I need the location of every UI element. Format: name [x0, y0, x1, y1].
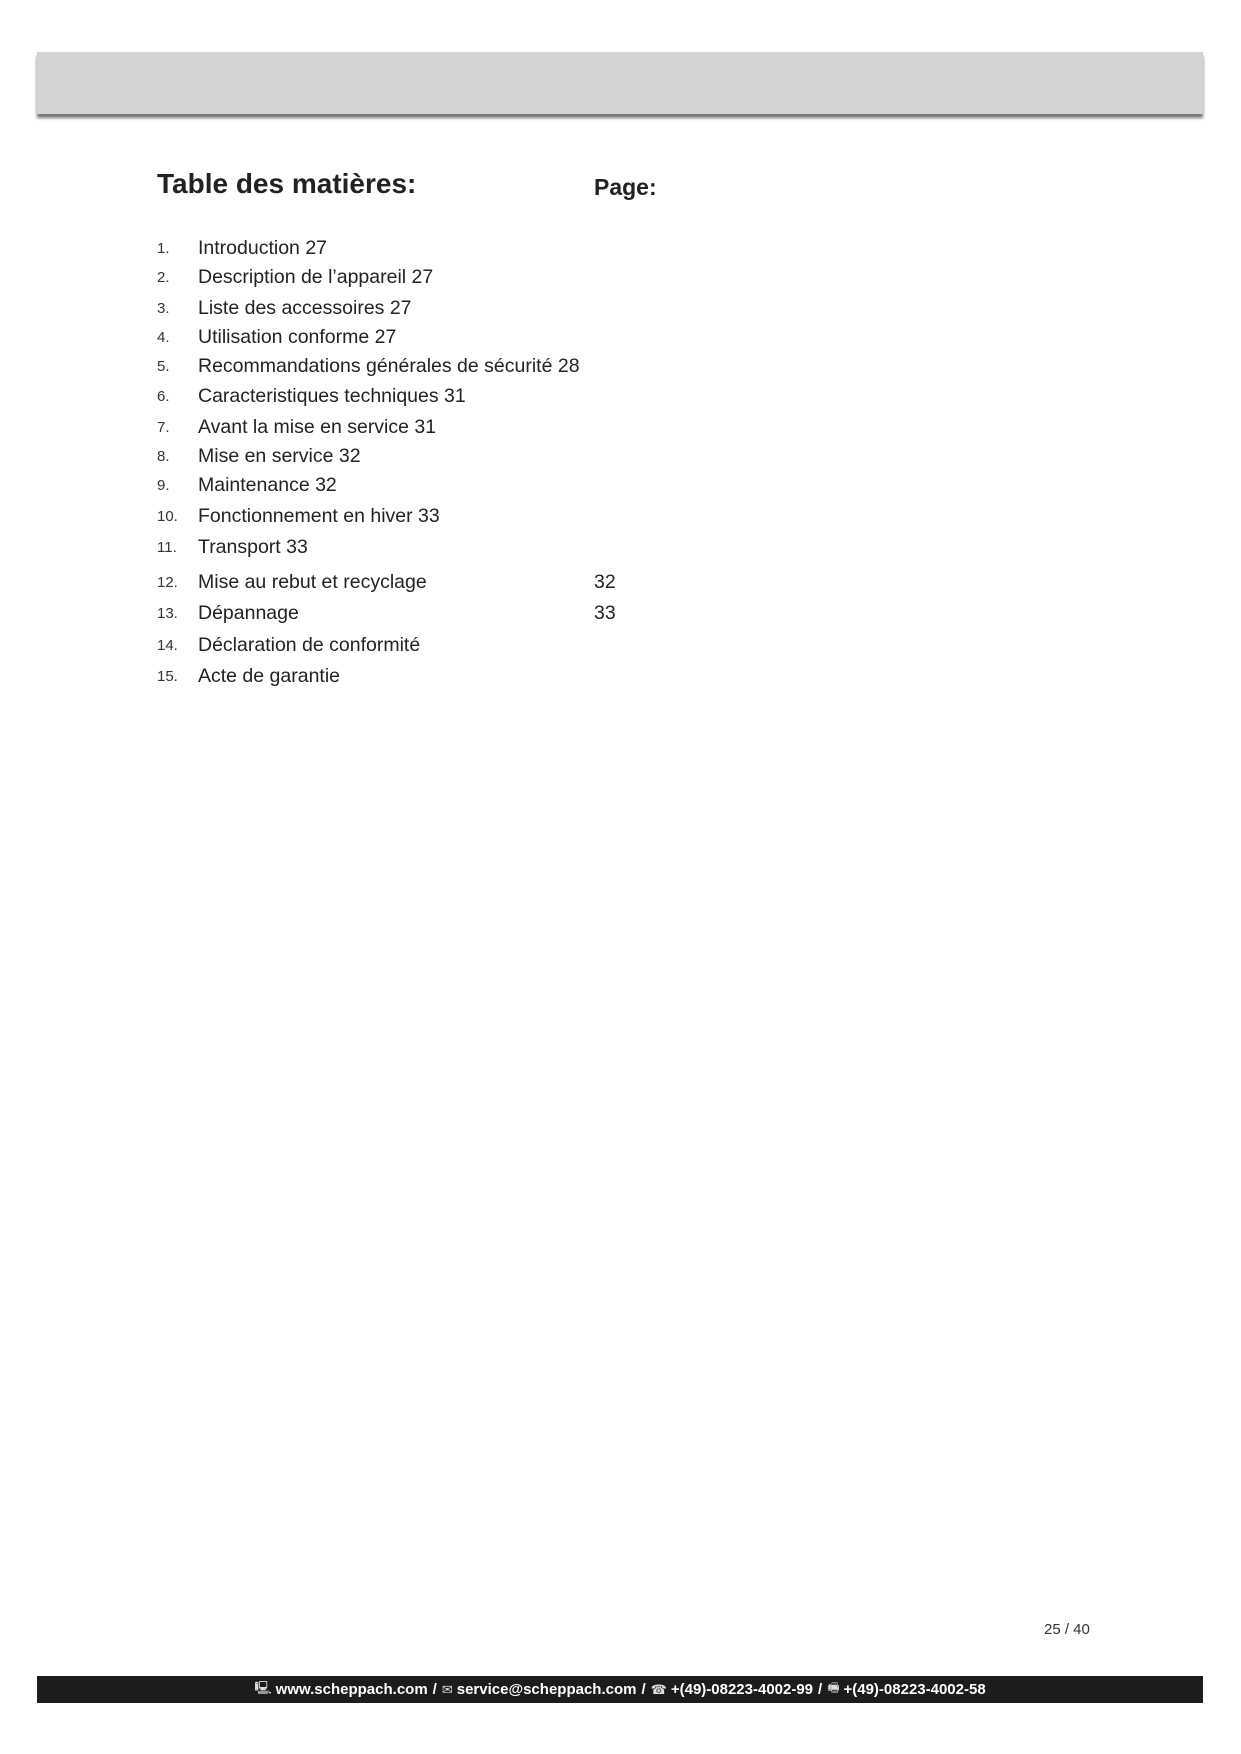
toc-item	[157, 237, 717, 263]
footer-phone: +(49)-08223-4002-99	[670, 1681, 814, 1698]
toc-item-number: 9.	[157, 477, 170, 494]
toc-item-number: 10.	[157, 508, 178, 525]
toc-item	[157, 297, 717, 323]
fax-icon: 🖷	[827, 1679, 840, 1695]
toc-item	[157, 505, 717, 531]
footer-email[interactable]: service@scheppach.com	[456, 1681, 637, 1698]
toc-item	[157, 266, 717, 292]
toc-item-number: 13.	[157, 605, 178, 622]
footer-separator: /	[818, 1681, 823, 1698]
toc-item-number: 1.	[157, 240, 170, 257]
toc-item-label: Fonctionnement en hiver 33	[198, 505, 440, 527]
toc-item	[157, 602, 717, 628]
toc-item-label: Recommandations générales de sécurité 28	[198, 355, 580, 377]
toc-item-label: Mise en service 32	[198, 445, 361, 467]
toc-item-number: 2.	[157, 269, 170, 286]
toc-item	[157, 416, 717, 442]
toc-item-number: 3.	[157, 300, 170, 317]
toc-item-number: 15.	[157, 668, 178, 685]
toc-item-label: Mise au rebut et recyclage	[198, 571, 427, 593]
footer-bar	[37, 1676, 1203, 1703]
toc-item	[157, 536, 717, 562]
toc-item-label: Avant la mise en service 31	[198, 416, 437, 438]
toc-item-label: Acte de garantie	[198, 665, 341, 687]
toc-item-number: 7.	[157, 419, 170, 436]
toc-item	[157, 355, 717, 381]
computer-icon: 🖳	[254, 1679, 272, 1695]
toc-item-number: 6.	[157, 388, 170, 405]
footer-website[interactable]: www.scheppach.com	[275, 1681, 428, 1698]
toc-item-number: 5.	[157, 358, 170, 375]
toc-item-number: 12.	[157, 574, 178, 591]
toc-item-page: 33	[594, 602, 616, 624]
toc-item-number: 14.	[157, 637, 178, 654]
toc-item-page: 32	[594, 571, 616, 593]
phone-icon: ☎	[650, 1681, 667, 1697]
toc-item	[157, 665, 717, 691]
toc-item-number: 8.	[157, 448, 170, 465]
toc-item	[157, 634, 717, 660]
toc-item-label: Dépannage	[198, 602, 299, 624]
toc-item-label: Introduction 27	[198, 237, 328, 259]
toc-item-label: Maintenance 32	[198, 474, 337, 496]
page-number: 25 / 40	[1044, 1621, 1090, 1638]
footer-separator: /	[641, 1681, 646, 1698]
page-column-heading: Page:	[594, 174, 657, 200]
toc-item-label: Transport 33	[198, 536, 308, 558]
footer-separator: /	[432, 1681, 437, 1698]
toc-item-label: Caracteristiques techniques 31	[198, 385, 466, 407]
toc-item-number: 11.	[157, 539, 177, 556]
toc-item-number: 4.	[157, 329, 170, 346]
mail-icon: ✉	[441, 1681, 453, 1697]
toc-title: Table des matières:	[157, 168, 417, 199]
toc-item-label: Utilisation conforme 27	[198, 326, 397, 348]
header-bar	[37, 52, 1203, 114]
toc-item-label: Liste des accessoires 27	[198, 297, 412, 319]
toc-item-label: Description de l’appareil 27	[198, 266, 434, 288]
toc-item	[157, 326, 717, 352]
toc-item	[157, 571, 717, 597]
toc-item	[157, 385, 717, 411]
toc-item	[157, 445, 717, 471]
footer-fax: +(49)-08223-4002-58	[843, 1681, 986, 1698]
toc-item	[157, 474, 717, 500]
toc-item-label: Déclaration de conformité	[198, 634, 421, 656]
